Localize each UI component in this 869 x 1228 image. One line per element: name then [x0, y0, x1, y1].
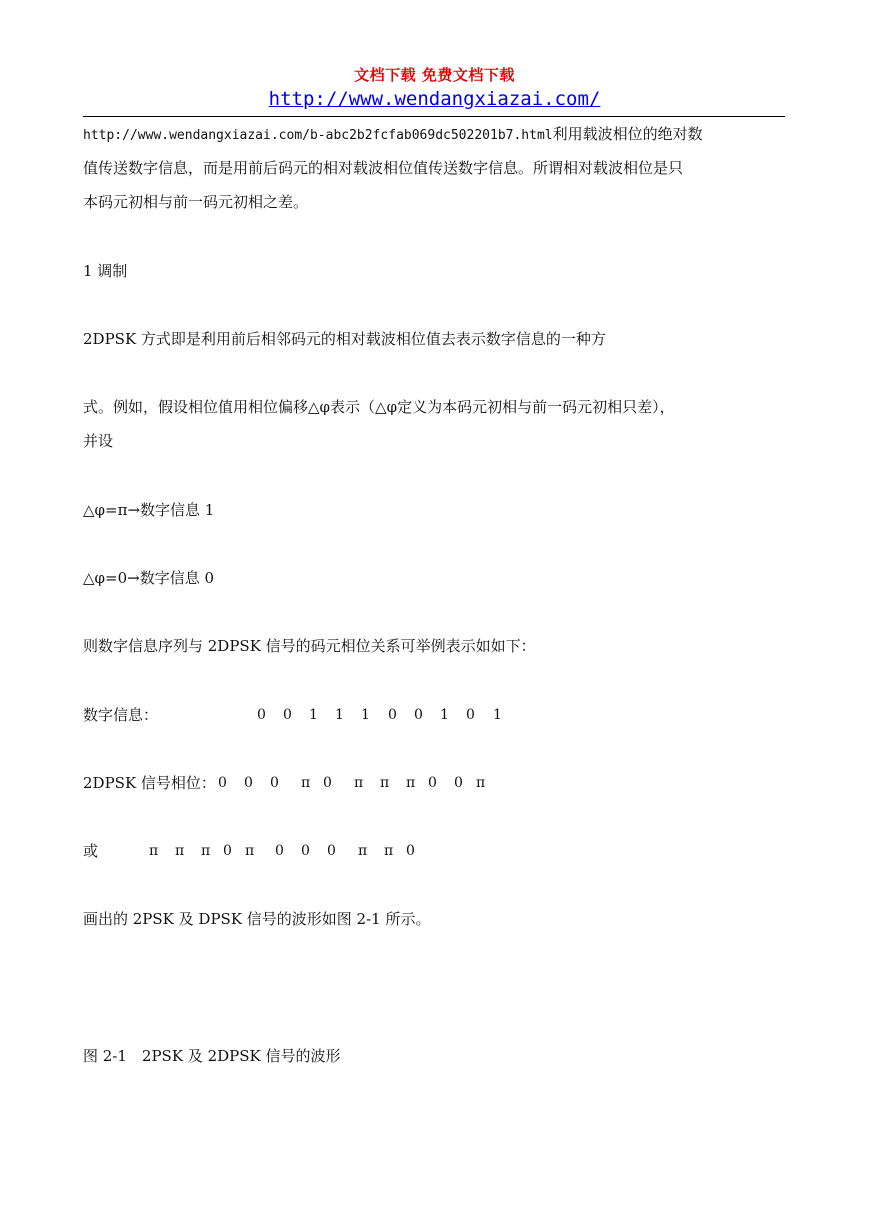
alt-phase-row — [83, 834, 785, 868]
paragraph-2-line-1: 式。例如，假设相位值用相位偏移△φ表示（△φ定义为本码元初相与前一码元初相只差）， — [83, 398, 675, 416]
phase-value: 0 — [244, 775, 253, 791]
digital-value: 0 — [466, 707, 475, 723]
alt-phase-value: π — [384, 843, 394, 859]
phase-value: π — [380, 775, 390, 791]
digital-value: 0 — [388, 707, 397, 723]
phase-value: π — [301, 775, 311, 791]
alt-phase-value: π — [175, 843, 185, 859]
digital-value: 0 — [283, 707, 292, 723]
digital-info-label: 数字信息： — [83, 706, 159, 724]
phase-row — [83, 766, 785, 800]
paragraph-4: 画出的 2PSK 及 DPSK 信号的波形如图 2-1 所示。 — [83, 910, 431, 928]
phase-label: 2DPSK 信号相位： — [83, 774, 216, 792]
alt-phase-value: 0 — [223, 843, 232, 859]
figure-caption: 图 2-1 2PSK 及 2DPSK 信号的波形 — [83, 1047, 341, 1065]
digital-value: 1 — [493, 707, 502, 723]
alt-phase-value: 0 — [275, 843, 284, 859]
phase-value: π — [476, 775, 486, 791]
phase-value: 0 — [270, 775, 279, 791]
alt-phase-label: 或 — [83, 842, 99, 860]
paragraph-2-line-2: 并设 — [83, 432, 114, 450]
phase-value: 0 — [454, 775, 463, 791]
phase-value: π — [354, 775, 364, 791]
section-heading: 1 调制 — [83, 262, 128, 280]
alt-phase-value: 0 — [301, 843, 310, 859]
alt-phase-value: π — [149, 843, 159, 859]
digital-value: 1 — [361, 707, 370, 723]
intro-text-1: 利用载波相位的绝对数 — [552, 125, 703, 143]
digital-value: 1 — [335, 707, 344, 723]
site-header-title: 文档下载 免费文档下载 — [354, 66, 515, 84]
phase-value: 0 — [218, 775, 227, 791]
intro-url: http://www.wendangxiazai.com/b-abc2b2fcfab069dc502201b7.html — [83, 128, 553, 143]
phase-value: π — [406, 775, 416, 791]
digital-value: 1 — [309, 707, 318, 723]
digital-value: 0 — [257, 707, 266, 723]
intro-line-3: 本码元初相与前一码元初相之差。 — [83, 193, 309, 211]
phase-value: 0 — [428, 775, 437, 791]
digital-value: 1 — [440, 707, 449, 723]
paragraph-3: 则数字信息序列与 2DPSK 信号的码元相位关系可举例表示如如下： — [83, 637, 536, 655]
digital-info-row — [83, 698, 785, 732]
site-header-link[interactable]: http://www.wendangxiazai.com/ — [268, 88, 601, 110]
paragraph-1: 2DPSK 方式即是利用前后相邻码元的相对载波相位值去表示数字信息的一种方 — [83, 330, 606, 348]
alt-phase-value: π — [358, 843, 368, 859]
rule-pi: △φ=π→数字信息 1 — [83, 501, 215, 519]
digital-value: 0 — [414, 707, 423, 723]
alt-phase-value: π — [245, 843, 255, 859]
alt-phase-value: 0 — [406, 843, 415, 859]
alt-phase-value: 0 — [327, 843, 336, 859]
rule-zero: △φ=0→数字信息 0 — [83, 569, 215, 587]
phase-value: 0 — [323, 775, 332, 791]
intro-line-1 — [83, 117, 785, 153]
alt-phase-value: π — [201, 843, 211, 859]
intro-line-2: 值传送数字信息，而是用前后码元的相对载波相位值传送数字信息。所谓相对载波相位是只 — [83, 159, 684, 177]
